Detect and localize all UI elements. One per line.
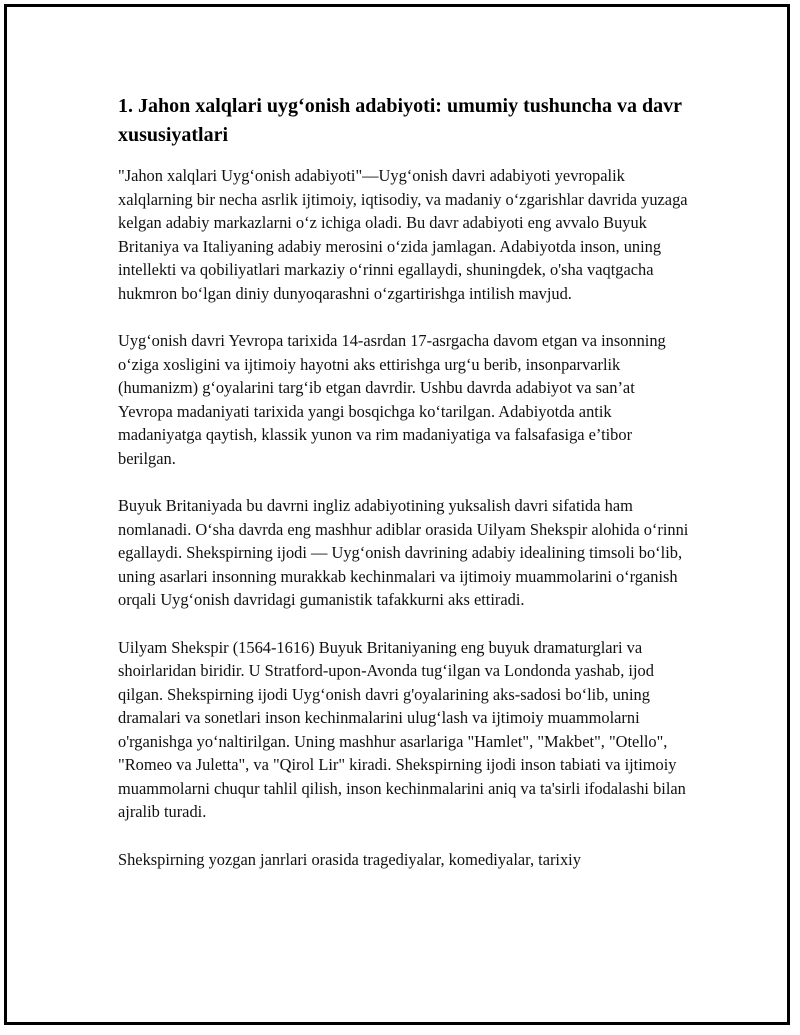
document-body [118,92,693,895]
paragraph-britain: Buyuk Britaniyada bu davrni ingliz adabiyotining yuksalish davri sifatida ham nomlanadi. O‘sha davrda eng mashhur adiblar orasida Uilyam Shekspir alohida o‘rinni egallaydi. Shekspirning ijodi — Uyg‘onish davrining adabiy idealining timsoli bo‘lib, uning asarlari insonning murakkab kechinmalari va ijtimoiy muammolarini o‘rganish orqali Uyg‘onish davridagi gumanistik tafakkurni aks ettiradi. [118,496,689,609]
paragraph-intro: "Jahon xalqlari Uyg‘onish adabiyoti"—Uyg‘onish davri adabiyoti yevropalik xalqlarning bir necha asrlik ijtimoiy, iqtisodiy, va madaniy o‘zgarishlar davrida yuzaga kelgan adabiy markazlarni o‘z ichiga oladi. Bu davr adabiyoti eng avvalo Buyuk Britaniya va Italiyaning adabiy merosini o‘zida jamlagan. Adabiyotda inson, uning intellekti va qobiliyatlari markaziy o‘rinni egallaydi, shuningdek, o'sha vaqtgacha hukmron bo‘lgan diniy dunyoqarashni o‘zgartirishga intilish mavjud. [118,166,688,303]
section-heading: 1. Jahon xalqlari uyg‘onish adabiyoti: umumiy tushuncha va davr xususiyatlari [118,95,682,146]
paragraph-shakespeare-bio: Uilyam Shekspir (1564-1616) Buyuk Britaniyaning eng buyuk dramaturglari va shoirlaridan biridir. U Stratford-upon-Avonda tug‘ilgan va Londonda yashab, ijod qilgan. Shekspirning ijodi Uyg‘onish davri g'oyalarining aks-sadosi bo‘lib, uning dramalari va sonetlari inson kechinmalarini ulug‘lash va ijtimoiy muammolarni o'rganishga yo‘naltirilgan. Uning mashhur asarlariga "Hamlet", "Makbet", "Otello", "Romeo va Juletta", va "Qirol Lir" kiradi. Shekspirning ijodi inson tabiati va ijtimoiy muammolarni chuqur tahlil qilish, inson kechinmalarini aniq va ta'sirli ifodalashi bilan ajralib turadi. [118,637,686,821]
paragraph-shakespeare-genres: Shekspirning yozgan janrlari orasida tragediyalar, komediyalar, tarixiy [118,849,581,869]
paragraph-renaissance-period: Uyg‘onish davri Yevropa tarixida 14-asrdan 17-asrgacha davom etgan va insonning o‘ziga xosligini va ijtimoiy hayotni aks ettirishga urg‘u berib, insonparvarlik (humanizm) g‘oyalarini targ‘ib etgan davrdir. Ushbu davrda adabiyot va san’at Yevropa madaniyati tarixida yangi bosqichga ko‘tarilgan. Adabiyotda antik madaniyatga qaytish, klassik yunon va rim madaniyatiga va falsafasiga e’tibor berilgan. [118,331,666,468]
